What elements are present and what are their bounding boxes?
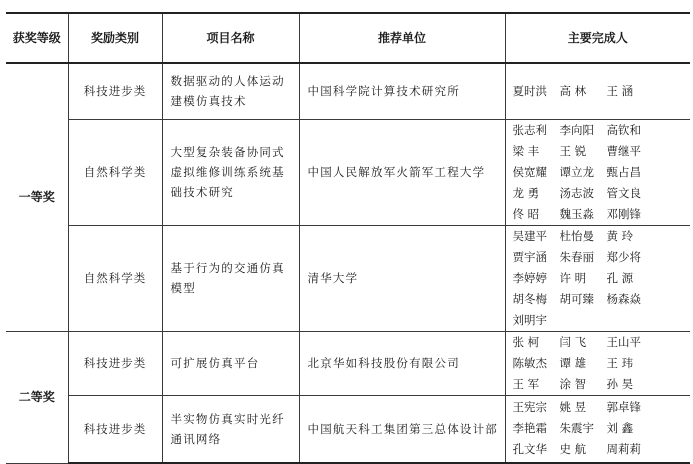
person-name: 孙 昊 (606, 376, 634, 391)
project-name-cell: 半实物仿真实时光纤通讯网络 (162, 395, 299, 463)
person-name: 杜怡曼 (559, 228, 594, 243)
people-line (513, 120, 687, 141)
person-name: 张 柯 (512, 334, 540, 349)
person-name: 胡冬梅 (512, 291, 547, 306)
people-line (513, 81, 687, 102)
header-level: 获奖等级 (6, 13, 68, 63)
table-header (6, 13, 690, 63)
person-name: 侯宽耀 (512, 164, 547, 179)
person-name: 曹继平 (606, 143, 641, 158)
person-name: 魏玉淼 (559, 206, 594, 221)
person-name: 谭立龙 (559, 164, 594, 179)
person-name: 邓刚锋 (606, 206, 641, 221)
person-name: 管文良 (606, 185, 641, 200)
header-people: 主要完成人 (505, 13, 690, 63)
people-line (513, 374, 687, 395)
person-name: 许 明 (559, 270, 587, 285)
person-name: 高 林 (559, 83, 587, 98)
project-name-cell: 可扩展仿真平台 (162, 331, 299, 395)
category-cell: 自然科学类 (68, 119, 162, 225)
award-level-first: 一等奖 (6, 63, 68, 331)
person-name: 夏时洪 (512, 83, 547, 98)
header-row (6, 13, 690, 63)
category-cell: 科技进步类 (68, 395, 162, 463)
person-name: 杨森焱 (606, 291, 641, 306)
people-line (513, 247, 687, 268)
people-line (513, 418, 687, 439)
person-name: 姚 昱 (559, 400, 587, 415)
category-cell: 科技进步类 (68, 331, 162, 395)
recommending-unit-cell: 清华大学 (299, 225, 505, 331)
person-name: 闫 飞 (559, 334, 587, 349)
people-line (513, 310, 687, 331)
table-body (6, 63, 690, 463)
table-row (6, 225, 690, 331)
people-cell (505, 331, 690, 395)
recommending-unit-cell: 中国人民解放军火箭军工程大学 (299, 119, 505, 225)
category-cell: 自然科学类 (68, 225, 162, 331)
person-name: 史 航 (559, 442, 587, 457)
person-name: 王 玮 (606, 355, 634, 370)
people-line (513, 204, 687, 225)
table-row (6, 331, 690, 395)
people-line (513, 162, 687, 183)
person-name: 陈敏杰 (512, 355, 547, 370)
person-name: 王 军 (512, 376, 540, 391)
recommending-unit-cell: 中国科学院计算技术研究所 (299, 63, 505, 119)
project-name-cell: 基于行为的交通仿真模型 (162, 225, 299, 331)
people-cell (505, 119, 690, 225)
people-cell (505, 395, 690, 463)
person-name: 刘明宇 (512, 312, 547, 327)
person-name: 佟 昭 (512, 206, 540, 221)
recommending-unit-cell: 北京华如科技股份有限公司 (299, 331, 505, 395)
people-line (513, 289, 687, 310)
award-level-second: 二等奖 (6, 331, 68, 463)
person-name: 汤志波 (559, 185, 594, 200)
person-name: 谭 雄 (559, 355, 587, 370)
person-name: 朱春丽 (559, 249, 594, 264)
project-name-cell: 数据驱动的人体运动建模仿真技术 (162, 63, 299, 119)
person-name: 胡可臻 (559, 291, 594, 306)
person-name: 孔文华 (512, 442, 547, 457)
people-line (513, 353, 687, 374)
people-line (513, 226, 687, 247)
person-name: 李向阳 (559, 122, 594, 137)
person-name: 龙 勇 (512, 185, 540, 200)
person-name: 郭卓锋 (606, 400, 641, 415)
recommending-unit-cell: 中国航天科工集团第三总体设计部 (299, 395, 505, 463)
person-name: 郑少将 (606, 249, 641, 264)
people-line (513, 183, 687, 204)
person-name: 李艳霜 (512, 421, 547, 436)
people-line (513, 397, 687, 418)
person-name: 朱震宇 (559, 421, 594, 436)
awards-table (6, 12, 690, 464)
person-name: 王 涵 (606, 83, 634, 98)
table-row (6, 395, 690, 463)
person-name: 王山平 (606, 334, 641, 349)
person-name: 高钦和 (606, 122, 641, 137)
people-line (513, 439, 687, 460)
person-name: 甄占昌 (606, 164, 641, 179)
person-name: 吴建平 (512, 228, 547, 243)
header-category: 奖励类别 (68, 13, 162, 63)
person-name: 张志利 (512, 122, 547, 137)
person-name: 王宪宗 (512, 400, 547, 415)
person-name: 涂 智 (559, 376, 587, 391)
person-name: 王 锐 (559, 143, 587, 158)
table-row (6, 119, 690, 225)
person-name: 孔 源 (606, 270, 634, 285)
person-name: 刘 鑫 (606, 421, 634, 436)
person-name: 梁 丰 (512, 143, 540, 158)
person-name: 李婷婷 (512, 270, 547, 285)
people-line (513, 268, 687, 289)
people-cell (505, 225, 690, 331)
person-name: 黄 玲 (606, 228, 634, 243)
header-unit: 推荐单位 (299, 13, 505, 63)
header-project: 项目名称 (162, 13, 299, 63)
people-line (513, 332, 687, 353)
project-name-cell: 大型复杂装备协同式虚拟维修训练系统基础技术研究 (162, 119, 299, 225)
category-cell: 科技进步类 (68, 63, 162, 119)
people-cell (505, 63, 690, 119)
person-name: 贾宇涵 (512, 249, 547, 264)
person-name: 周莉莉 (606, 442, 641, 457)
table-row (6, 63, 690, 119)
people-line (513, 141, 687, 162)
